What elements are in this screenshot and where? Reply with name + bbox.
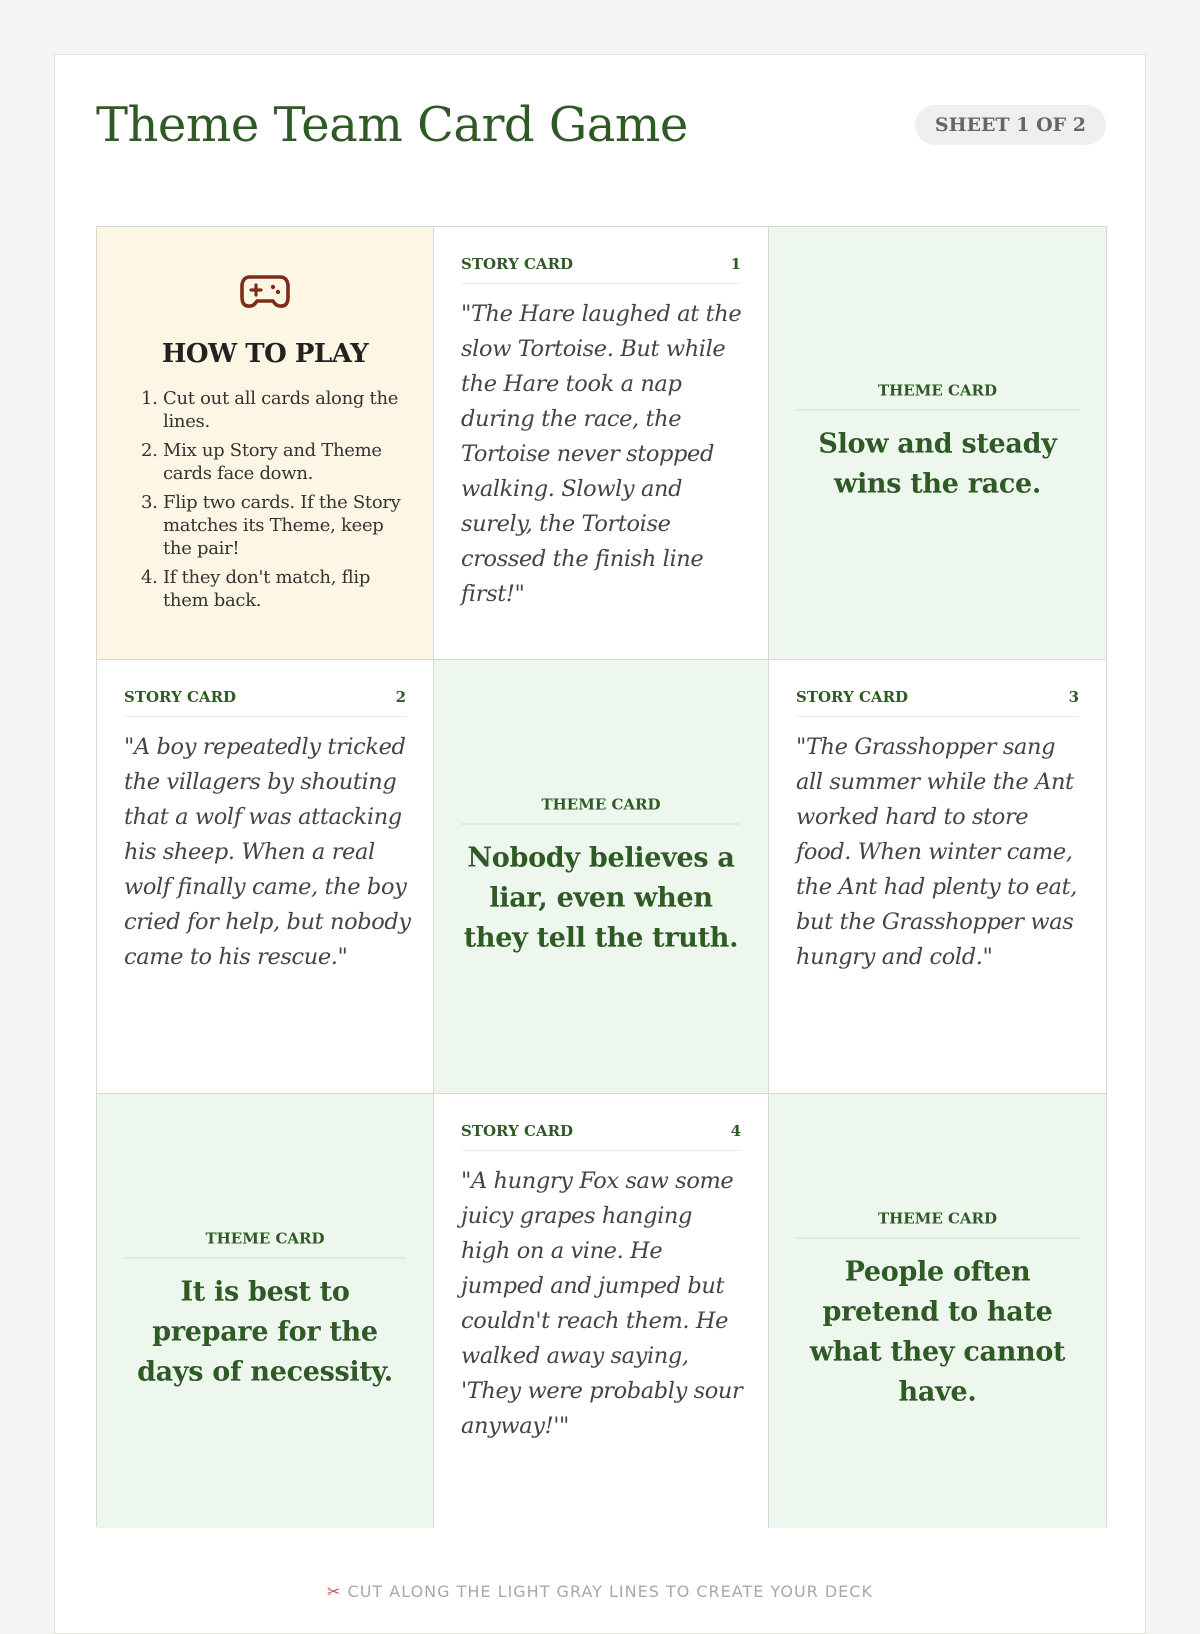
story-card-text: "A hungry Fox saw some juicy grapes hanging high on a vine. He jumped and jumped but couldn't reach them. He walked away saying, 'They were probably sour anyway!'" (461, 1168, 743, 1439)
theme-card-4[interactable] (769, 1094, 1106, 1528)
story-card-label: STORY CARD (461, 1122, 574, 1140)
cut-instructions-text: CUT ALONG THE LIGHT GRAY LINES TO CREATE YOUR DECK (347, 1582, 873, 1601)
theme-card-text: Slow and steady wins the race. (818, 428, 1057, 500)
story-card-text: "The Hare laughed at the slow Tortoise. But while the Hare took a nap during the race, the Tortoise never stopped walking. Slowly and surely, the Tortoise crossed the finish line first!" (461, 301, 742, 607)
story-card-4[interactable] (434, 1094, 769, 1528)
how-to-play-step: 3. Flip two cards. If the Story matches its Theme, keep the pair! (163, 491, 409, 560)
how-to-play-step: 4. If they don't match, flip them back. (163, 566, 409, 612)
story-card-number: 3 (1068, 688, 1079, 706)
scissors-icon: ✂ (327, 1582, 342, 1601)
theme-card-label: THEME CARD (461, 795, 741, 824)
story-card-2[interactable] (97, 660, 434, 1094)
theme-card-text: Nobody believes a liar, even when they tell the truth. (463, 842, 739, 953)
story-card-number: 4 (730, 1122, 741, 1140)
story-card-label: STORY CARD (461, 255, 574, 273)
story-card-3[interactable] (769, 660, 1106, 1094)
theme-card-label: THEME CARD (796, 382, 1079, 411)
theme-card-text: People often pretend to hate what they cannot have. (809, 1256, 1066, 1408)
story-card-number: 2 (395, 688, 406, 706)
story-card-header (124, 686, 406, 717)
theme-card-text: It is best to prepare for the days of necessity. (137, 1276, 393, 1388)
story-card-header (461, 1120, 741, 1151)
theme-card-2[interactable] (434, 660, 769, 1094)
story-card-number: 1 (730, 255, 741, 273)
story-card-header (461, 253, 741, 284)
card-grid (96, 226, 1107, 1527)
story-card-header (796, 686, 1079, 717)
theme-card-1[interactable] (769, 227, 1106, 660)
theme-card-content (461, 795, 741, 958)
how-to-play-steps (143, 387, 409, 618)
theme-card-content (124, 1230, 406, 1393)
theme-card-content (796, 1210, 1079, 1413)
sheet-badge: SHEET 1 OF 2 (915, 105, 1106, 145)
how-to-play-card (97, 227, 434, 660)
theme-card-label: THEME CARD (796, 1210, 1079, 1239)
how-to-play-step: 2. Mix up Story and Theme cards face down. (163, 439, 409, 485)
theme-card-3[interactable] (97, 1094, 434, 1528)
story-card-label: STORY CARD (796, 688, 909, 706)
gamepad-icon (240, 271, 290, 311)
theme-card-label: THEME CARD (124, 1230, 406, 1259)
theme-card-content (796, 382, 1079, 505)
card-sheet (54, 54, 1146, 1634)
how-to-play-title: HOW TO PLAY (161, 339, 369, 369)
story-card-1[interactable] (434, 227, 769, 660)
story-card-text: "The Grasshopper sang all summer while the Ant worked hard to store food. When winter came, the Ant had plenty to eat, but the Grasshopper was hungry and cold." (796, 734, 1077, 970)
cut-instructions (55, 1582, 1145, 1601)
page-header (96, 95, 1106, 239)
how-to-play-step: 1. Cut out all cards along the lines. (163, 387, 409, 433)
story-card-label: STORY CARD (124, 688, 237, 706)
page-title: Theme Team Card Game (96, 97, 688, 153)
story-card-text: "A boy repeatedly tricked the villagers by shouting that a wolf was attacking his sheep. When a real wolf finally came, the boy cried for help, but nobody came to his rescue." (124, 734, 411, 970)
